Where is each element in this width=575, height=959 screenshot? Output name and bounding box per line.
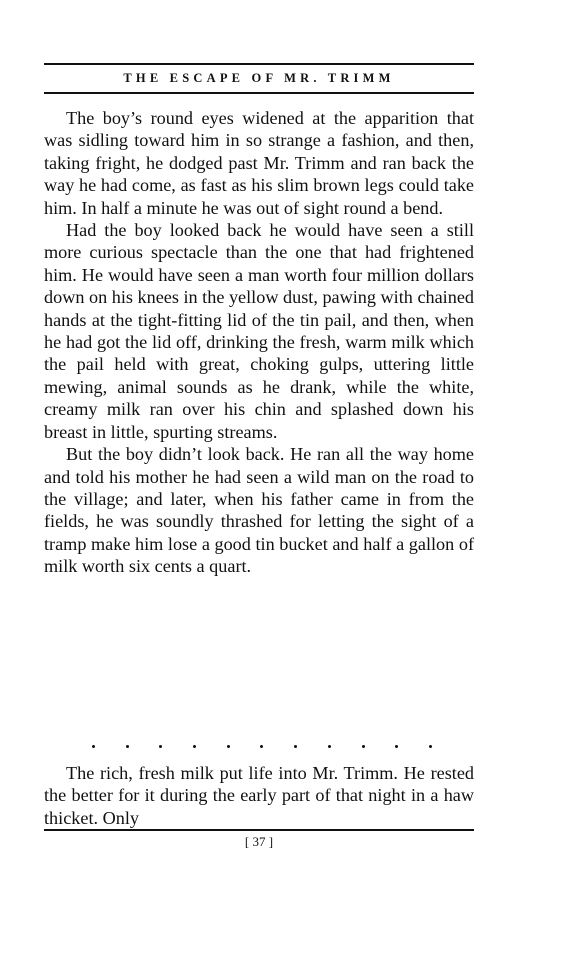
body-text (44, 107, 474, 578)
section-break-dot (395, 745, 398, 748)
section-break-dot (294, 745, 297, 748)
section-break-dot (362, 745, 365, 748)
paragraph: The boy’s round eyes widened at the apparition that was sidling toward him in so strange a fashion, and then, taking fright, he dodged past Mr. Trimm and ran back the way he had come, as fast as his slim brown legs could take him. In half a minute he was out of sight round a bend. (44, 108, 474, 218)
section-break-dot (260, 745, 263, 748)
running-head: THE ESCAPE OF MR. TRIMM (123, 71, 395, 85)
section-break-dot (92, 745, 95, 748)
section-break-dots (44, 735, 474, 757)
footer-rule (44, 829, 474, 831)
section-break-dot (328, 745, 331, 748)
page-number: [ 37 ] (244, 834, 274, 849)
section-break-dot (159, 745, 162, 748)
header-rule-top (44, 63, 474, 65)
section-break-dot (126, 745, 129, 748)
section-break-dot (429, 745, 432, 748)
section-break-dot (193, 745, 196, 748)
body-text-continued (44, 762, 474, 829)
section-break-dot (227, 745, 230, 748)
paragraph: But the boy didn’t look back. He ran all the way home and told his mother he had seen a wild man on the road to the village; and later, when his father came in from the fields, he was soundly thrashed for letting the sight of a tramp make him lose a good tin bucket and half a gallon of milk worth six cents a quart. (44, 444, 474, 577)
paragraph: Had the boy looked back he would have seen a still more curious spectacle than the one that had frightened him. He would have seen a man worth four million dollars down on his knees in the yellow dust, pawing with chained hands at the tight-fitting lid of the tin pail, and then, when he had got the lid off, drinking the fresh, warm milk which the pail held with great, choking gulps, uttering little mewing, animal sounds as he drank, while the white, creamy milk ran over his chin and splashed down his breast in little, spurting streams. (44, 220, 474, 442)
paragraph: The rich, fresh milk put life into Mr. Trimm. He rested the better for it during the early part of that night in a haw thicket. Only (44, 763, 474, 828)
header-rule-bottom (44, 92, 474, 94)
